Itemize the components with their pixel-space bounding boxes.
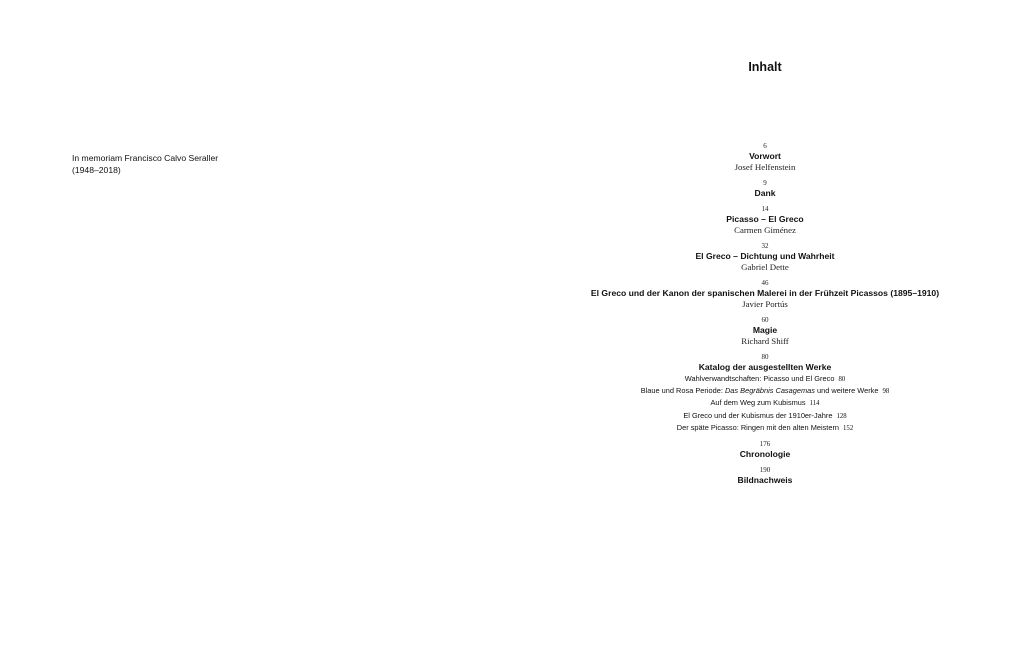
toc-entry-bildnachweis[interactable] [510,466,1020,486]
toc-entry-title: El Greco – Dichtung und Wahrheit [695,251,835,261]
table-of-contents [510,142,1020,486]
toc-page-number: 80 [761,353,769,361]
catalog-section-item[interactable] [510,385,1020,397]
toc-page-number: 32 [761,242,769,250]
toc-page-number: 176 [759,440,771,449]
dedication-line-2: (1948–2018) [72,164,121,175]
catalog-section-title: El Greco und der Kubismus der 1910er-Jahre [683,410,833,420]
catalog-section-title: Wahlverwandtschaften: Picasso und El Greco [684,374,835,383]
toc-entry-author: Javier Portús [742,299,788,309]
toc-entry-chronologie[interactable] [510,440,1020,460]
toc-entry-author: Josef Helfenstein [734,162,796,172]
catalog-section-page: 80 [838,376,846,383]
dedication-line-1: In memoriam Francisco Calvo Seraller [72,153,219,163]
toc-page-number: 190 [759,466,771,475]
catalog-section-title: Der späte Picasso: Ringen mit den alten Meistern [676,422,840,432]
catalog-section-list [510,373,1020,434]
toc-page-number: 6 [763,142,767,150]
catalog-section-page: 114 [809,400,820,408]
right-page [510,0,1020,649]
toc-entry-author: Carmen Giménez [734,225,796,235]
catalog-section-page: 98 [882,388,890,396]
toc-page-number: 46 [761,279,769,287]
toc-entry-dichtung-und-wahrheit[interactable] [510,242,1020,273]
toc-page-number: 14 [761,205,769,213]
toc-entry-title: Chronologie [739,449,791,460]
catalog-section-title-italic: Das Begräbnis Casagemas [724,386,815,396]
toc-entry-picasso-el-greco[interactable] [510,205,1020,236]
catalog-section-page: 152 [843,424,854,432]
catalog-section-item[interactable] [510,373,1020,385]
toc-entry-katalog[interactable] [510,353,1020,434]
toc-page-number: 9 [763,179,767,187]
toc-entry-title: Katalog der ausgestellten Werke [698,362,832,372]
catalog-section-item[interactable] [510,397,1020,409]
catalog-section-title-end: und weitere Werke [814,386,879,396]
catalog-section-title: Blaue und Rosa Periode: [640,386,725,396]
catalog-section-title: Auf dem Weg zum Kubismus [710,398,806,408]
toc-heading [510,58,1020,76]
toc-entry-author: Gabriel Dette [741,262,789,272]
catalog-section-item[interactable] [510,422,1020,434]
toc-entry-title: Dank [754,188,776,198]
toc-entry-dank[interactable] [510,179,1020,199]
toc-entry-vorwort[interactable] [510,142,1020,173]
catalog-section-item[interactable] [510,410,1020,422]
catalog-section-page: 128 [836,412,847,420]
toc-page-number: 60 [761,316,769,324]
toc-entry-title: Picasso – El Greco [726,214,804,224]
toc-entry-title: Magie [752,325,778,335]
page-title: Inhalt [748,60,782,74]
toc-entry-author: Richard Shiff [741,336,789,346]
toc-entry-magie[interactable] [510,316,1020,347]
dedication [72,153,218,176]
toc-entry-title: Bildnachweis [737,475,793,486]
toc-entry-title: El Greco und der Kanon der spanischen Malerei in der Frühzeit Picassos (1895–1910) [590,288,940,298]
toc-entry-title: Vorwort [749,151,781,161]
toc-entry-kanon-spanische-malerei[interactable] [510,279,1020,310]
